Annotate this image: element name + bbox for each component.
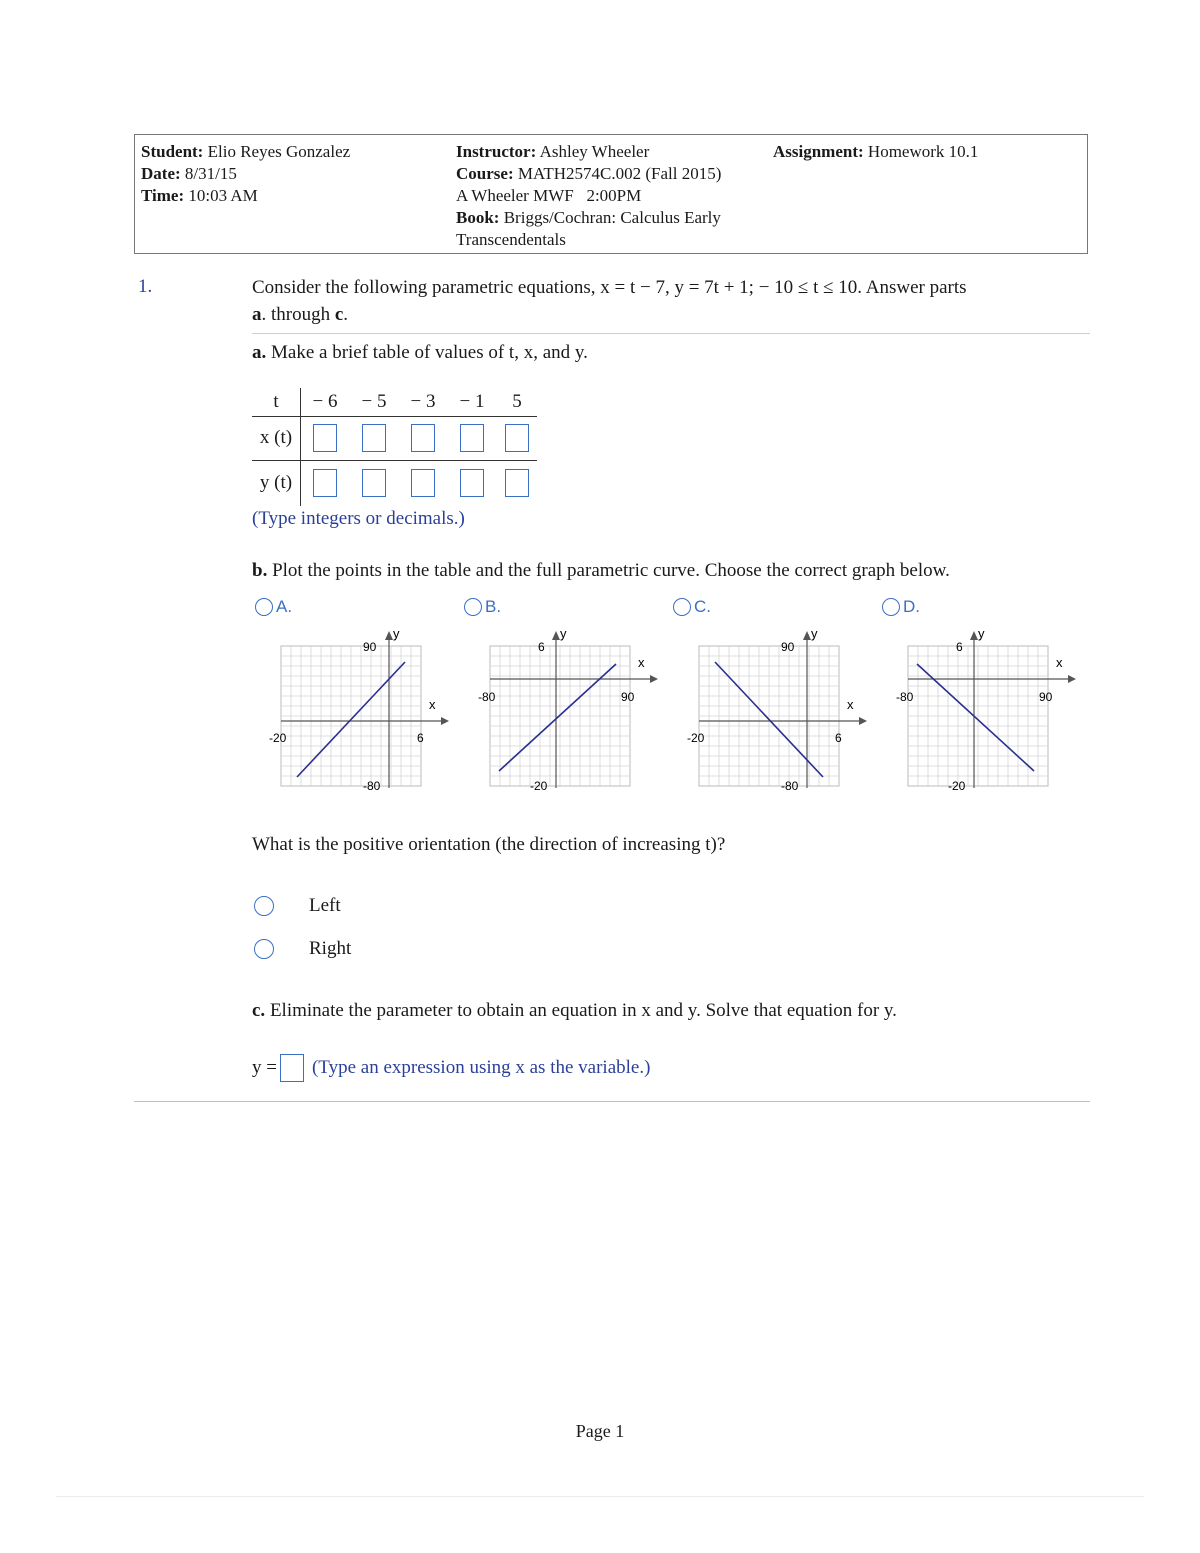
x-axis-arrow-icon [859,717,867,725]
part-a-instruction [252,342,588,364]
x-max-label: 6 [417,731,424,745]
time-value: 10:03 AM [188,186,258,205]
assignment-label: Assignment: [773,142,864,161]
y-axis-arrow-icon [552,631,560,640]
radio-icon[interactable] [255,598,273,616]
x-answer-box[interactable] [362,424,386,452]
x-label: x [429,697,436,712]
part-b-label: b. [252,560,268,581]
student-name: Elio Reyes Gonzalez [207,142,351,161]
orientation-right[interactable] [254,938,351,960]
x-axis-arrow-icon [1068,675,1076,683]
y-answer-box[interactable] [505,469,529,497]
student-label: Student: [141,142,204,161]
part-b-text: Plot the points in the table and the full parametric curve. Choose the correct graph below. [272,560,950,581]
prompt-end: . [343,304,349,325]
graph-d [892,622,1077,797]
orientation-left[interactable] [254,895,341,917]
table-row-t [252,388,537,416]
option-d[interactable] [882,597,920,617]
part-a-label: a. [252,342,267,363]
part-c-instruction [252,1000,897,1022]
page-number: Page 1 [575,1421,625,1441]
y-label: y [560,626,567,641]
curve-line [499,664,616,771]
question-number: 1. [138,276,153,297]
y-expression-input[interactable] [280,1054,304,1082]
header-student-col [141,141,350,207]
part-c-hint: (Type an expression using x as the variable.) [311,1057,651,1078]
x-row-label: x (t) [252,416,301,460]
header-assignment-col [773,141,978,163]
x-axis-arrow-icon [650,675,658,683]
values-table [252,388,537,506]
prompt-through: . through [261,304,335,325]
x-answer-box[interactable] [411,424,435,452]
orientation-right-label: Right [309,938,352,959]
question-divider [252,333,1090,334]
part-b-instruction [252,560,950,582]
date-value: 8/31/15 [184,164,237,183]
option-c-label: C. [694,597,711,616]
graph-a [265,622,450,797]
book-line2: Transcendentals [456,230,566,249]
x-min-label: -80 [896,690,914,704]
radio-icon[interactable] [254,939,274,959]
x-min-label: -20 [687,731,705,745]
course-value: MATH2574C.002 (Fall 2015) [517,164,722,183]
graph-c [683,622,868,797]
y-min-label: -80 [363,779,381,793]
y-min-label: -20 [948,779,966,793]
x-answer-box[interactable] [313,424,337,452]
graph-b [474,622,659,797]
x-min-label: -20 [269,731,287,745]
y-min-label: -80 [781,779,799,793]
end-divider [134,1101,1090,1102]
x-max-label: 90 [1039,690,1053,704]
y-label: y [811,626,818,641]
option-b-label: B. [485,597,502,616]
y-axis-arrow-icon [970,631,978,640]
t-value: − 3 [410,390,436,412]
header-box [134,134,1088,254]
orientation-left-label: Left [309,895,341,916]
y-min-label: -20 [530,779,548,793]
x-axis-arrow-icon [441,717,449,725]
orientation-question: What is the positive orientation (the direction of increasing t)? [252,834,726,855]
y-answer-box[interactable] [411,469,435,497]
y-max-label: 90 [781,640,795,654]
book-label: Book: [456,208,500,227]
option-d-label: D. [903,597,920,616]
y-max-label: 6 [956,640,963,654]
t-value: − 1 [459,390,485,412]
part-a-hint: (Type integers or decimals.) [252,508,465,529]
part-c-label: c. [252,1000,266,1021]
t-value: − 5 [361,390,387,412]
prompt-part-c: c [334,304,344,325]
x-label: x [847,697,854,712]
y-answer-box[interactable] [313,469,337,497]
x-label: x [638,655,645,670]
y-max-label: 6 [538,640,545,654]
page-bottom-line [56,1496,1144,1497]
t-value: 5 [512,390,522,412]
x-max-label: 6 [835,731,842,745]
option-c[interactable] [673,597,711,617]
part-a-text: Make a brief table of values of t, x, and y. [271,342,588,363]
header-course-col [456,141,721,251]
y-label: y [978,626,985,641]
assignment-value: Homework 10.1 [867,142,979,161]
instructor-label: Instructor: [456,142,537,161]
radio-icon[interactable] [254,896,274,916]
table-row-y [252,460,537,506]
option-a-label: A. [276,597,293,616]
y-prefix: y = [252,1057,277,1078]
instructor-name: Ashley Wheeler [539,142,650,161]
table-row-x [252,416,537,460]
y-axis-arrow-icon [803,631,811,640]
date-label: Date: [141,164,181,183]
y-max-label: 90 [363,640,377,654]
radio-icon[interactable] [464,598,482,616]
y-label: y [393,626,400,641]
x-answer-box[interactable] [505,424,529,452]
option-b[interactable] [464,597,501,617]
x-label: x [1056,655,1063,670]
question-prompt [252,274,1092,328]
prompt-part-a: a [252,304,262,325]
x-answer-box[interactable] [460,424,484,452]
x-max-label: 90 [621,690,635,704]
section-value: A Wheeler MWF 2:00PM [456,186,642,205]
option-a[interactable] [255,597,292,617]
part-c-text: Eliminate the parameter to obtain an equation in x and y. Solve that equation for y. [269,1000,897,1021]
course-label: Course: [456,164,514,183]
y-row-label: y (t) [252,460,301,506]
radio-icon[interactable] [882,598,900,616]
part-c-answer-row [252,1054,650,1082]
time-label: Time: [141,186,185,205]
radio-icon[interactable] [673,598,691,616]
y-answer-box[interactable] [362,469,386,497]
x-min-label: -80 [478,690,496,704]
curve-line [917,664,1034,771]
question-prompt-line2 [252,301,1092,328]
t-row-label: t [252,388,301,416]
y-answer-box[interactable] [460,469,484,497]
question-prompt-line1: Consider the following parametric equations, x = t − 7, y = 7t + 1; − 10 ≤ t ≤ 10. Answer parts [252,277,967,298]
book-line1: Briggs/Cochran: Calculus Early [503,208,721,227]
t-value: − 6 [312,390,338,412]
y-axis-arrow-icon [385,631,393,640]
